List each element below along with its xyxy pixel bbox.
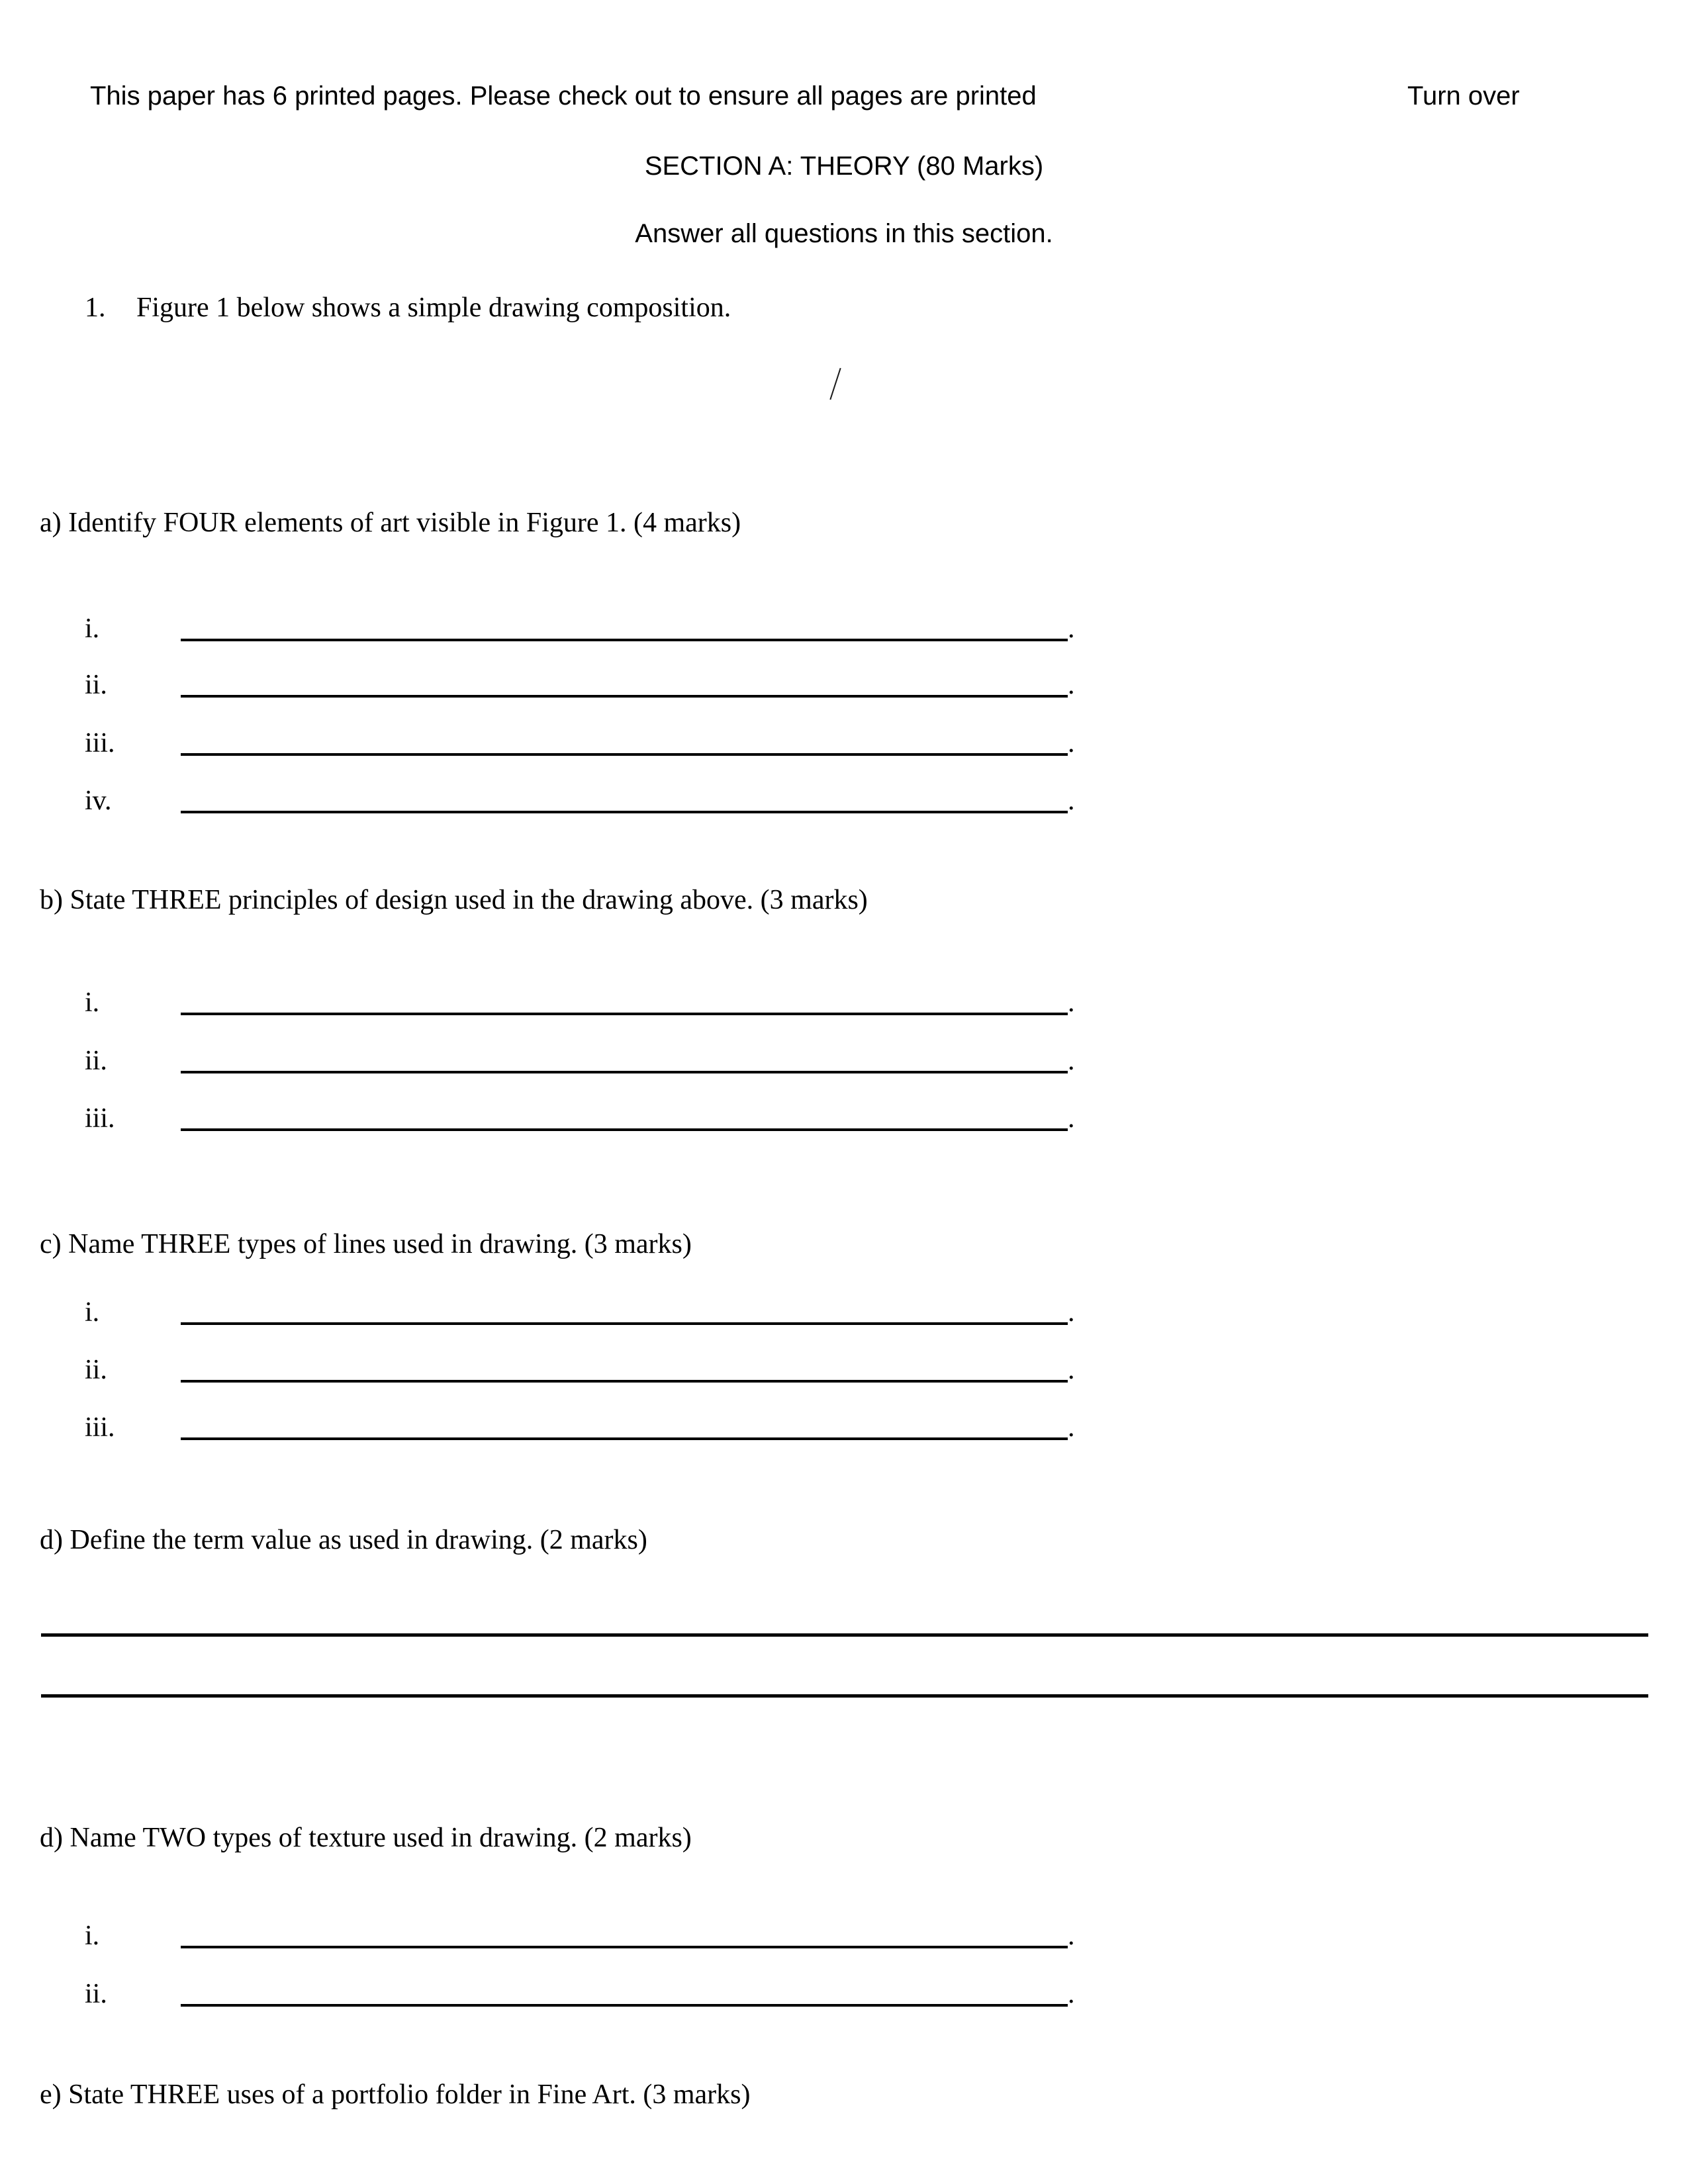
part-b-item-i <box>85 986 1607 1019</box>
line-terminator: . <box>1068 987 1075 1018</box>
answer-blank-line[interactable] <box>181 1322 1068 1325</box>
answer-blank-line[interactable] <box>181 1946 1068 1948</box>
part-c-item-iii <box>85 1411 1607 1444</box>
roman-numeral: iii. <box>85 1412 115 1443</box>
part-c-item-i <box>85 1296 1607 1329</box>
figure-1-area <box>0 357 1688 443</box>
line-terminator: . <box>1068 786 1075 816</box>
header-notice-row <box>0 81 1688 111</box>
roman-numeral: i. <box>85 1921 100 1951</box>
ruled-answer-line-2[interactable] <box>41 1694 1648 1698</box>
part-d-texture-item-ii <box>85 1978 1607 2011</box>
part-d-texture-label: d) Name TWO types of texture used in drawing. (2 marks) <box>40 1823 692 1853</box>
part-b-label: b) State THREE principles of design used in the drawing above. (3 marks) <box>40 885 868 915</box>
part-a-item-iii <box>85 727 1607 760</box>
part-a-label: a) Identify FOUR elements of art visible in Figure 1. (4 marks) <box>40 508 741 538</box>
line-terminator: . <box>1068 1355 1075 1385</box>
line-terminator: . <box>1068 728 1075 758</box>
diagonal-stroke-icon <box>829 368 841 400</box>
section-title: SECTION A: THEORY (80 Marks) <box>644 152 1044 181</box>
answer-blank-line[interactable] <box>181 1437 1068 1440</box>
part-c-label: c) Name THREE types of lines used in drawing. (3 marks) <box>40 1229 692 1259</box>
part-b-item-iii <box>85 1102 1607 1135</box>
turn-over-label: Turn over <box>1407 81 1520 111</box>
line-terminator: . <box>1068 1103 1075 1134</box>
roman-numeral: i. <box>85 987 100 1018</box>
header-notice-inner <box>90 81 1606 111</box>
part-a-item-i <box>85 612 1607 645</box>
roman-numeral: ii. <box>85 1355 107 1385</box>
ruled-answer-line-1[interactable] <box>41 1633 1648 1637</box>
line-terminator: . <box>1068 1297 1075 1328</box>
line-terminator: . <box>1068 1046 1075 1076</box>
answer-blank-line[interactable] <box>181 811 1068 813</box>
answer-blank-line[interactable] <box>181 2004 1068 2007</box>
answer-blank-line[interactable] <box>181 695 1068 698</box>
line-terminator: . <box>1068 1979 1075 2009</box>
section-instruction: Answer all questions in this section. <box>635 219 1053 248</box>
line-terminator: . <box>1068 670 1075 700</box>
answer-blank-line[interactable] <box>181 1380 1068 1383</box>
part-b-item-ii <box>85 1044 1607 1077</box>
part-a-item-ii <box>85 668 1607 702</box>
roman-numeral: iv. <box>85 786 112 816</box>
answer-blank-line[interactable] <box>181 753 1068 756</box>
answer-blank-line[interactable] <box>181 639 1068 641</box>
question-1-stem-row <box>85 291 1607 324</box>
roman-numeral: iii. <box>85 728 115 758</box>
roman-numeral: i. <box>85 1297 100 1328</box>
roman-numeral: iii. <box>85 1103 115 1134</box>
printed-pages-notice: This paper has 6 printed pages. Please check out to ensure all pages are printed <box>90 81 1037 111</box>
question-stem-text: Figure 1 below shows a simple drawing composition. <box>136 293 731 323</box>
roman-numeral: ii. <box>85 670 107 700</box>
question-number: 1. <box>85 293 106 323</box>
answer-blank-line[interactable] <box>181 1071 1068 1073</box>
roman-numeral: ii. <box>85 1046 107 1076</box>
line-terminator: . <box>1068 1412 1075 1443</box>
part-a-item-iv <box>85 784 1607 817</box>
part-c-item-ii <box>85 1353 1607 1387</box>
line-terminator: . <box>1068 1921 1075 1951</box>
roman-numeral: ii. <box>85 1979 107 2009</box>
roman-numeral: i. <box>85 614 100 644</box>
answer-blank-line[interactable] <box>181 1128 1068 1131</box>
answer-blank-line[interactable] <box>181 1013 1068 1015</box>
part-d-texture-item-i <box>85 1919 1607 1952</box>
part-e-label: e) State THREE uses of a portfolio folder in Fine Art. (3 marks) <box>40 2079 751 2110</box>
line-terminator: . <box>1068 614 1075 644</box>
part-d-define-label: d) Define the term value as used in drawing. (2 marks) <box>40 1525 647 1555</box>
